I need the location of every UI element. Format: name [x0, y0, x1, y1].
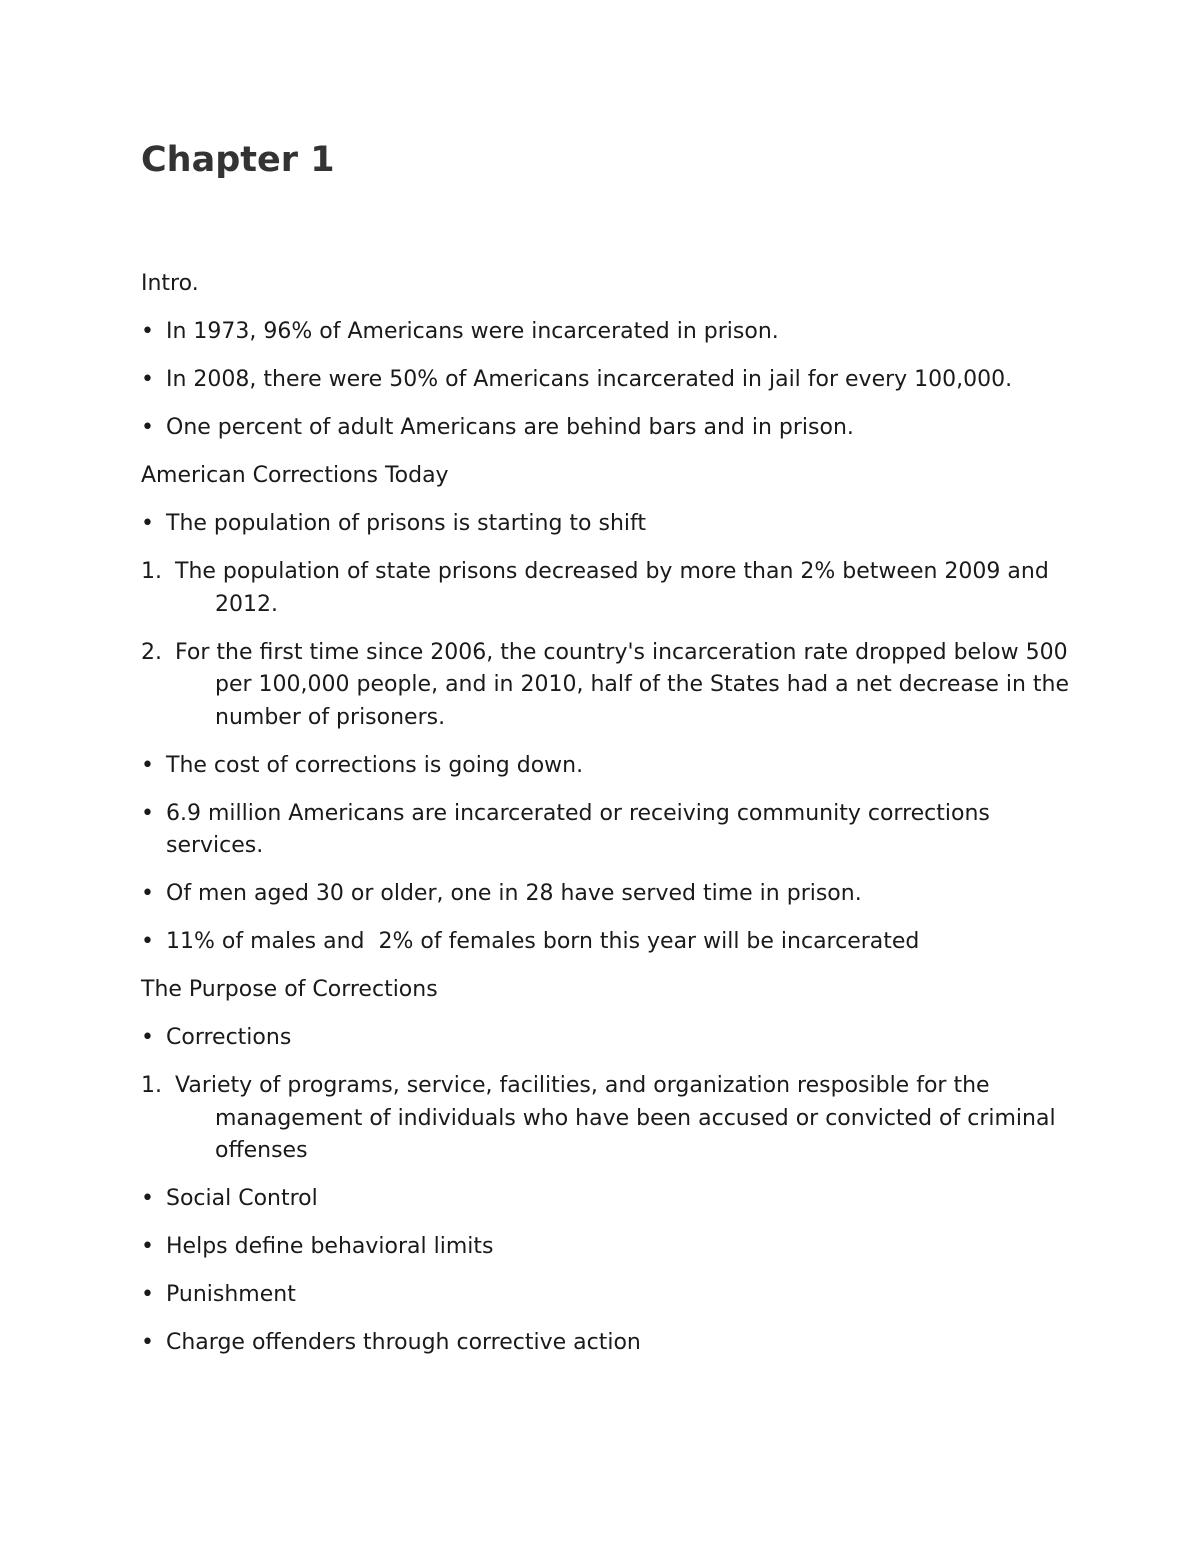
- bullet-marker: •: [141, 752, 154, 778]
- section-heading-purpose-of-corrections: The Purpose of Corrections: [141, 977, 438, 1002]
- bullet-marker: •: [141, 1282, 154, 1307]
- list-item: [141, 1279, 1071, 1312]
- bullet-marker: •: [141, 1186, 154, 1211]
- numbered-item-text: The population of state prisons decreased by more than 2% between 2009 and 2012.: [175, 559, 1049, 617]
- bullet-marker: •: [141, 415, 154, 440]
- list-item: [141, 878, 1071, 911]
- list-item: [141, 412, 1071, 445]
- bullet-marker: •: [141, 1234, 154, 1259]
- list-item: [141, 1231, 1071, 1264]
- list-item: [141, 508, 1071, 541]
- list-item-text: The population of prisons is starting to shift: [166, 511, 647, 536]
- bullet-marker: •: [141, 1025, 154, 1050]
- numbered-item-text: Variety of programs, service, facilities, and organization resposible for the management of individuals who have been accused or convicted of criminal offenses: [175, 1073, 1056, 1163]
- list-item-text: Punishment: [166, 1282, 296, 1307]
- list-item-text: One percent of adult Americans are behind bars and in prison.: [166, 415, 854, 440]
- list-item: [141, 316, 1071, 349]
- number-marker: 2.: [141, 639, 162, 665]
- list-item-text: Corrections: [166, 1025, 292, 1050]
- list-item-text: In 1973, 96% of Americans were incarcerated in prison.: [166, 319, 779, 344]
- list-item-text: 6.9 million Americans are incarcerated or receiving community corrections services.: [166, 800, 990, 858]
- list-item: [141, 1022, 1071, 1055]
- page-title: Chapter 1: [141, 140, 335, 180]
- bullet-marker: •: [141, 511, 154, 536]
- document-body: [141, 268, 1071, 1375]
- bullet-marker: •: [141, 319, 154, 344]
- list-item-text: The cost of corrections is going down.: [166, 752, 584, 778]
- bullet-marker: •: [141, 800, 154, 826]
- numbered-item: [141, 556, 1071, 621]
- bullet-marker: •: [141, 881, 154, 906]
- list-item: [141, 926, 1071, 959]
- list-item: [141, 798, 1071, 863]
- list-item-text: 11% of males and 2% of females born this year will be incarcerated: [166, 929, 920, 954]
- list-item-text: Helps define behavioral limits: [166, 1234, 494, 1259]
- bullet-marker: •: [141, 929, 154, 954]
- list-item: [141, 1327, 1071, 1360]
- list-item: [141, 1183, 1071, 1216]
- section-heading-intro: Intro.: [141, 271, 199, 296]
- bullet-marker: •: [141, 1330, 154, 1355]
- list-item-text: Social Control: [166, 1186, 318, 1211]
- list-item-text: In 2008, there were 50% of Americans incarcerated in jail for every 100,000.: [166, 367, 1013, 392]
- numbered-item: [141, 637, 1071, 735]
- list-item: [141, 750, 1071, 783]
- number-marker: 1.: [141, 559, 162, 584]
- bullet-marker: •: [141, 367, 154, 392]
- list-item-text: Of men aged 30 or older, one in 28 have served time in prison.: [166, 881, 862, 906]
- list-item: [141, 364, 1071, 397]
- numbered-item-text: For the first time since 2006, the country's incarceration rate dropped below 500 per 100,000 people, and in 2010, half of the States had a net decrease in the number of prisoners.: [175, 639, 1070, 730]
- numbered-item: [141, 1070, 1071, 1168]
- list-item-text: Charge offenders through corrective action: [166, 1330, 641, 1355]
- number-marker: 1.: [141, 1073, 162, 1098]
- section-heading-american-corrections-today: American Corrections Today: [141, 463, 449, 488]
